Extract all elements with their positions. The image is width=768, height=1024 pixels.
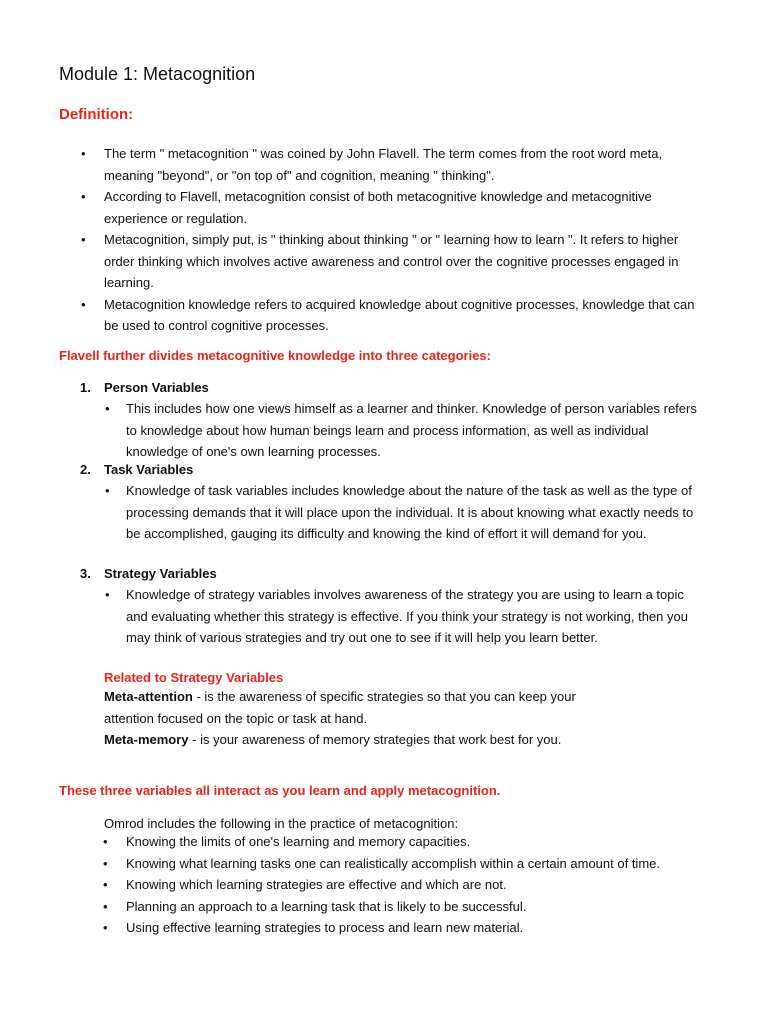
omrod-item-text: Planning an approach to a learning task that is likely to be successful. <box>126 898 527 914</box>
bullet-icon: • <box>81 146 86 161</box>
page-title: Module 1: Metacognition <box>59 64 256 84</box>
omrod-item-text: Using effective learning strategies to process and learn new material. <box>126 920 524 935</box>
meta-memory-paragraph <box>104 729 704 751</box>
definition-text: According to Flavell, metacognition consist of both metacognitive knowledge and metacognitive experience or regulation. <box>104 189 652 226</box>
bullet-icon: • <box>103 898 108 914</box>
bullet-icon: • <box>81 232 86 247</box>
flavell-heading: Flavell further divides metacognitive knowledge into three categories: <box>59 348 491 363</box>
category-person <box>80 377 209 399</box>
three-variables-heading: These three variables all interact as you learn and apply metacognition. <box>59 783 501 798</box>
bullet-icon: • <box>103 920 108 935</box>
list-item <box>103 896 726 918</box>
meta-memory-text: - is your awareness of memory strategies that work best for you. <box>188 732 562 747</box>
category-strategy <box>80 563 217 585</box>
omrod-item-text: Knowing the limits of one's learning and memory capacities. <box>126 834 471 849</box>
bullet-icon: • <box>105 401 110 416</box>
category-label: Strategy Variables <box>104 566 217 581</box>
omrod-intro: Omrod includes the following in the practice of metacognition: <box>104 816 459 831</box>
list-item <box>105 398 701 463</box>
list-item <box>81 143 712 186</box>
list-item <box>105 480 701 545</box>
bullet-icon: • <box>103 877 108 892</box>
category-number: 2. <box>80 462 91 477</box>
list-item <box>103 831 726 853</box>
category-text: Knowledge of task variables includes knowledge about the nature of the task as well as the type of processing demands that it will place upon the individual. It is about knowing what exactly needs to be accomplished, gauging its difficulty and knowing the kind of effort it will demand for you. <box>126 483 694 541</box>
meta-memory-term: Meta-memory <box>104 732 189 747</box>
omrod-item-text: Knowing which learning strategies are effective and which are not. <box>126 877 507 892</box>
meta-attention-paragraph <box>104 686 624 729</box>
list-item <box>105 584 701 649</box>
definition-text: The term " metacognition " was coined by John Flavell. The term comes from the root word meta, meaning "beyond", or "on top of" and cognition, meaning " thinking". <box>104 146 663 183</box>
category-text: This includes how one views himself as a learner and thinker. Knowledge of person variables refers to knowledge about how human beings learn and process information, as well as individual knowledge of one's own learning processes. <box>126 401 697 459</box>
related-heading: Related to Strategy Variables <box>104 670 284 685</box>
bullet-icon: • <box>105 587 110 602</box>
list-item <box>103 874 726 896</box>
list-item <box>103 917 726 939</box>
omrod-item-text: Knowing what learning tasks one can realistically accomplish within a certain amount of time. <box>126 855 660 871</box>
bullet-icon: • <box>103 855 108 871</box>
bullet-icon: • <box>81 189 86 204</box>
category-label: Task Variables <box>104 462 194 477</box>
list-item <box>81 229 712 294</box>
category-strategy-details <box>105 584 701 649</box>
list-item <box>81 294 712 337</box>
list-item <box>103 853 726 875</box>
category-task <box>80 459 194 481</box>
omrod-list <box>103 831 726 939</box>
definition-list <box>81 143 712 337</box>
category-number: 1. <box>80 380 91 395</box>
meta-attention-term: Meta-attention <box>104 689 193 704</box>
category-task-details <box>105 480 701 545</box>
meta-attention-text: - is the awareness of specific strategies so that you can keep your attention focused on the topic or task at hand. <box>104 689 576 726</box>
definition-text: Metacognition, simply put, is " thinking about thinking " or " learning how to learn ". It refers to higher order thinking which involves active awareness and control over the cognitive processes engaged in learning. <box>104 232 679 290</box>
category-label: Person Variables <box>104 380 209 395</box>
list-item <box>81 186 712 229</box>
bullet-icon: • <box>81 296 86 312</box>
definition-heading: Definition: <box>59 106 134 123</box>
category-person-details <box>105 398 701 463</box>
definition-text: Metacognition knowledge refers to acquired knowledge about cognitive processes, knowledge that can be used to control cognitive processes. <box>104 296 695 333</box>
category-number: 3. <box>80 566 91 581</box>
bullet-icon: • <box>103 834 108 849</box>
bullet-icon: • <box>105 483 110 498</box>
category-text: Knowledge of strategy variables involves awareness of the strategy you are using to learn a topic and evaluating whether this strategy is effective. If you think your strategy is not working, then you may think of various strategies and try out one to see if it will help you learn better. <box>126 587 688 645</box>
